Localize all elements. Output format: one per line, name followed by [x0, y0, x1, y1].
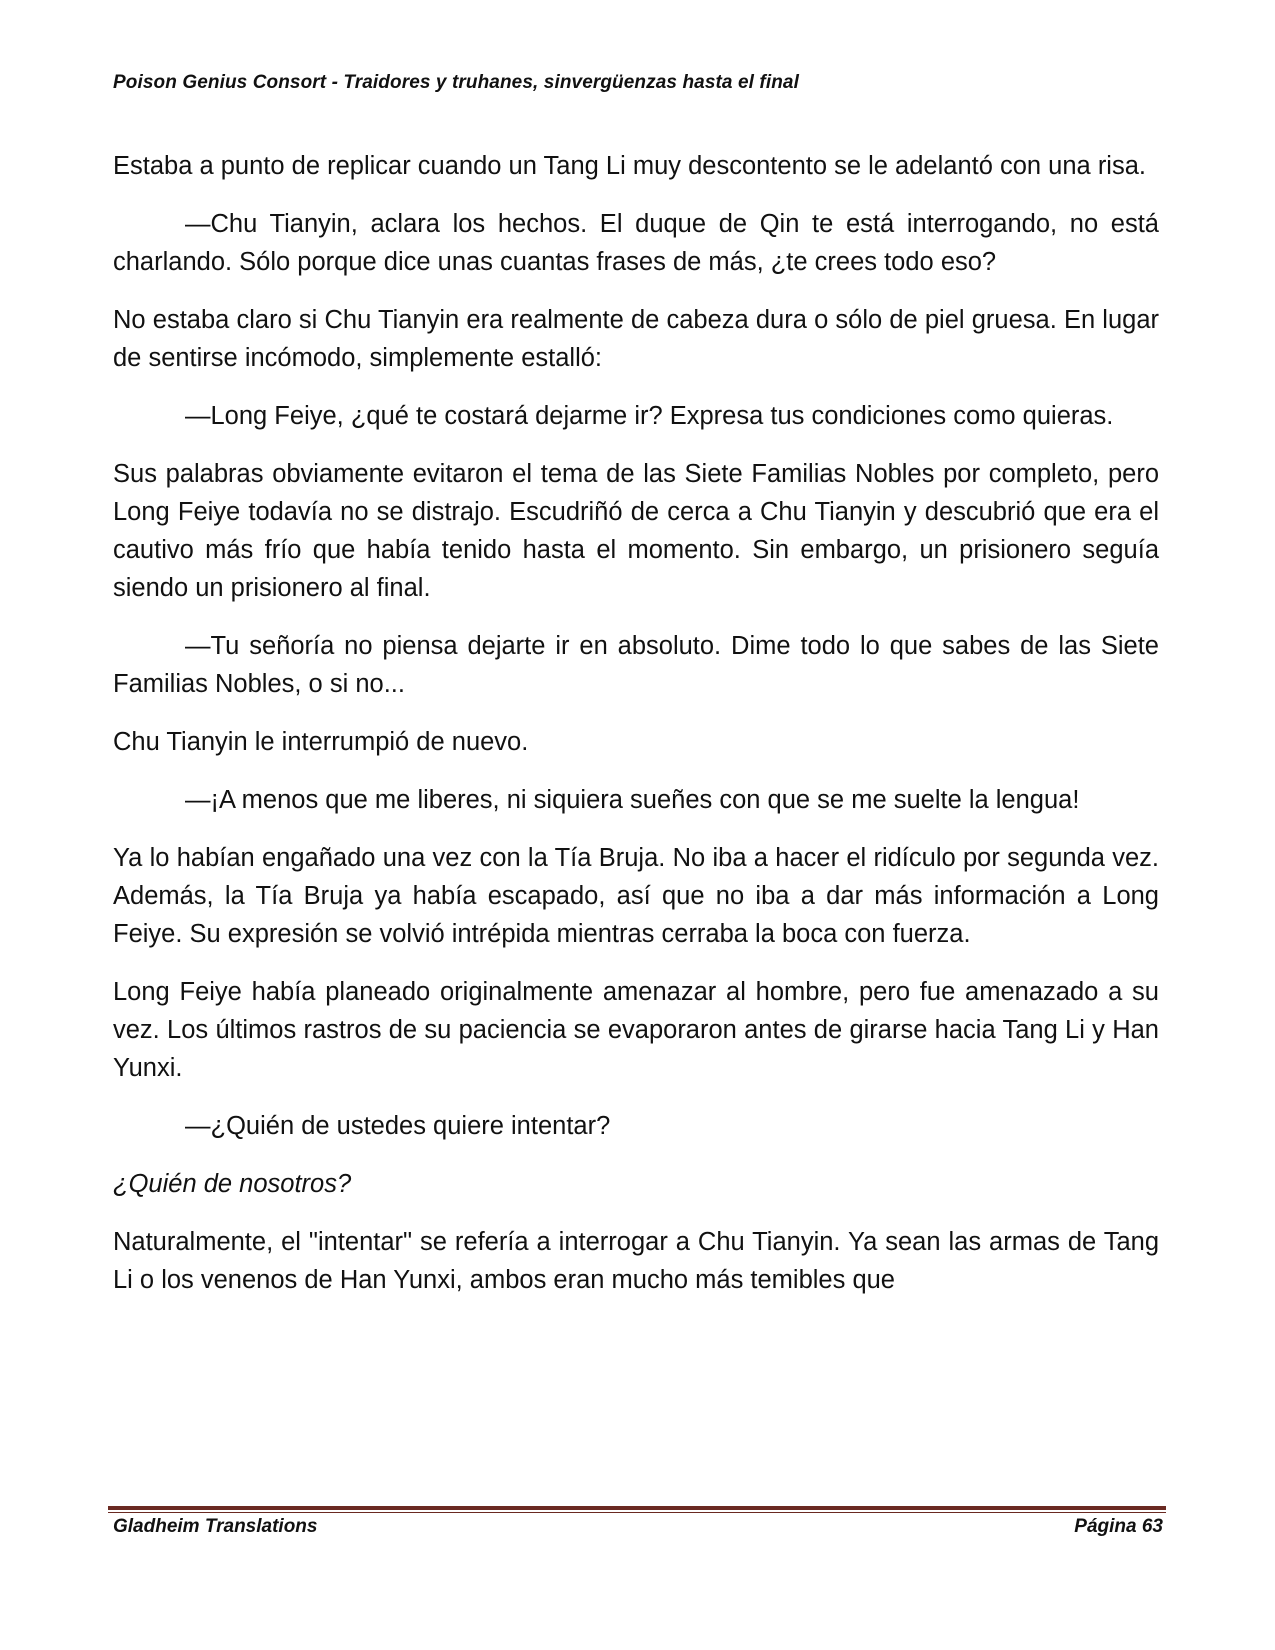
body-paragraph: Estaba a punto de replicar cuando un Tang Li muy descontento se le adelantó con una risa. — [113, 152, 1146, 180]
footer-translator-credit: Gladheim Translations — [113, 1516, 318, 1537]
body-paragraph: Ya lo habían engañado una vez con la Tía Bruja. No iba a hacer el ridículo por segunda vez. Además, la Tía Bruja ya había escapado, así que no iba a dar más información a Long Feiye. Su expresión se volvió intrépida mientras cerraba la boca con fuerza. — [113, 844, 1159, 948]
footer-divider — [108, 1506, 1166, 1513]
body-paragraph: Sus palabras obviamente evitaron el tema de las Siete Familias Nobles por completo, pero Long Feiye todavía no se distrajo. Escudriñó de cerca a Chu Tianyin y descubrió que era el cautivo más frío que había tenido hasta el momento. Sin embargo, un prisionero seguía siendo un prisionero al final. — [113, 460, 1159, 602]
dialogue-paragraph: —¡A menos que me liberes, ni siquiera sueñes con que se me suelte la lengua! — [185, 786, 1080, 814]
dialogue-paragraph: —Long Feiye, ¿qué te costará dejarme ir? Expresa tus condiciones como quieras. — [185, 402, 1114, 430]
dialogue-paragraph: —Chu Tianyin, aclara los hechos. El duque de Qin te está interrogando, no está charlando. Sólo porque dice unas cuantas frases de más, ¿te crees todo eso? — [113, 210, 1159, 276]
dialogue-paragraph: —Tu señoría no piensa dejarte ir en absoluto. Dime todo lo que sabes de las Siete Familias Nobles, o si no... — [113, 632, 1159, 698]
running-header: Poison Genius Consort - Traidores y truhanes, sinvergüenzas hasta el final — [113, 72, 799, 93]
page-footer — [113, 1516, 1163, 1542]
page-body — [113, 147, 1159, 1319]
inner-thought-paragraph: ¿Quién de nosotros? — [113, 1170, 352, 1198]
footer-divider-thick-line — [108, 1506, 1166, 1510]
body-paragraph: Naturalmente, el "intentar" se refería a interrogar a Chu Tianyin. Ya sean las armas de Tang Li o los venenos de Han Yunxi, ambos eran mucho más temibles que — [113, 1228, 1159, 1294]
body-paragraph: No estaba claro si Chu Tianyin era realmente de cabeza dura o sólo de piel gruesa. En lugar de sentirse incómodo, simplemente estalló: — [113, 306, 1159, 372]
footer-divider-thin-line — [108, 1512, 1166, 1513]
body-paragraph: Long Feiye había planeado originalmente amenazar al hombre, pero fue amenazado a su vez. Los últimos rastros de su paciencia se evaporaron antes de girarse hacia Tang Li y Han Yunxi. — [113, 978, 1159, 1082]
body-paragraph: Chu Tianyin le interrumpió de nuevo. — [113, 728, 529, 756]
footer-page-number: Página 63 — [1074, 1516, 1163, 1537]
dialogue-paragraph: —¿Quién de ustedes quiere intentar? — [185, 1112, 611, 1140]
